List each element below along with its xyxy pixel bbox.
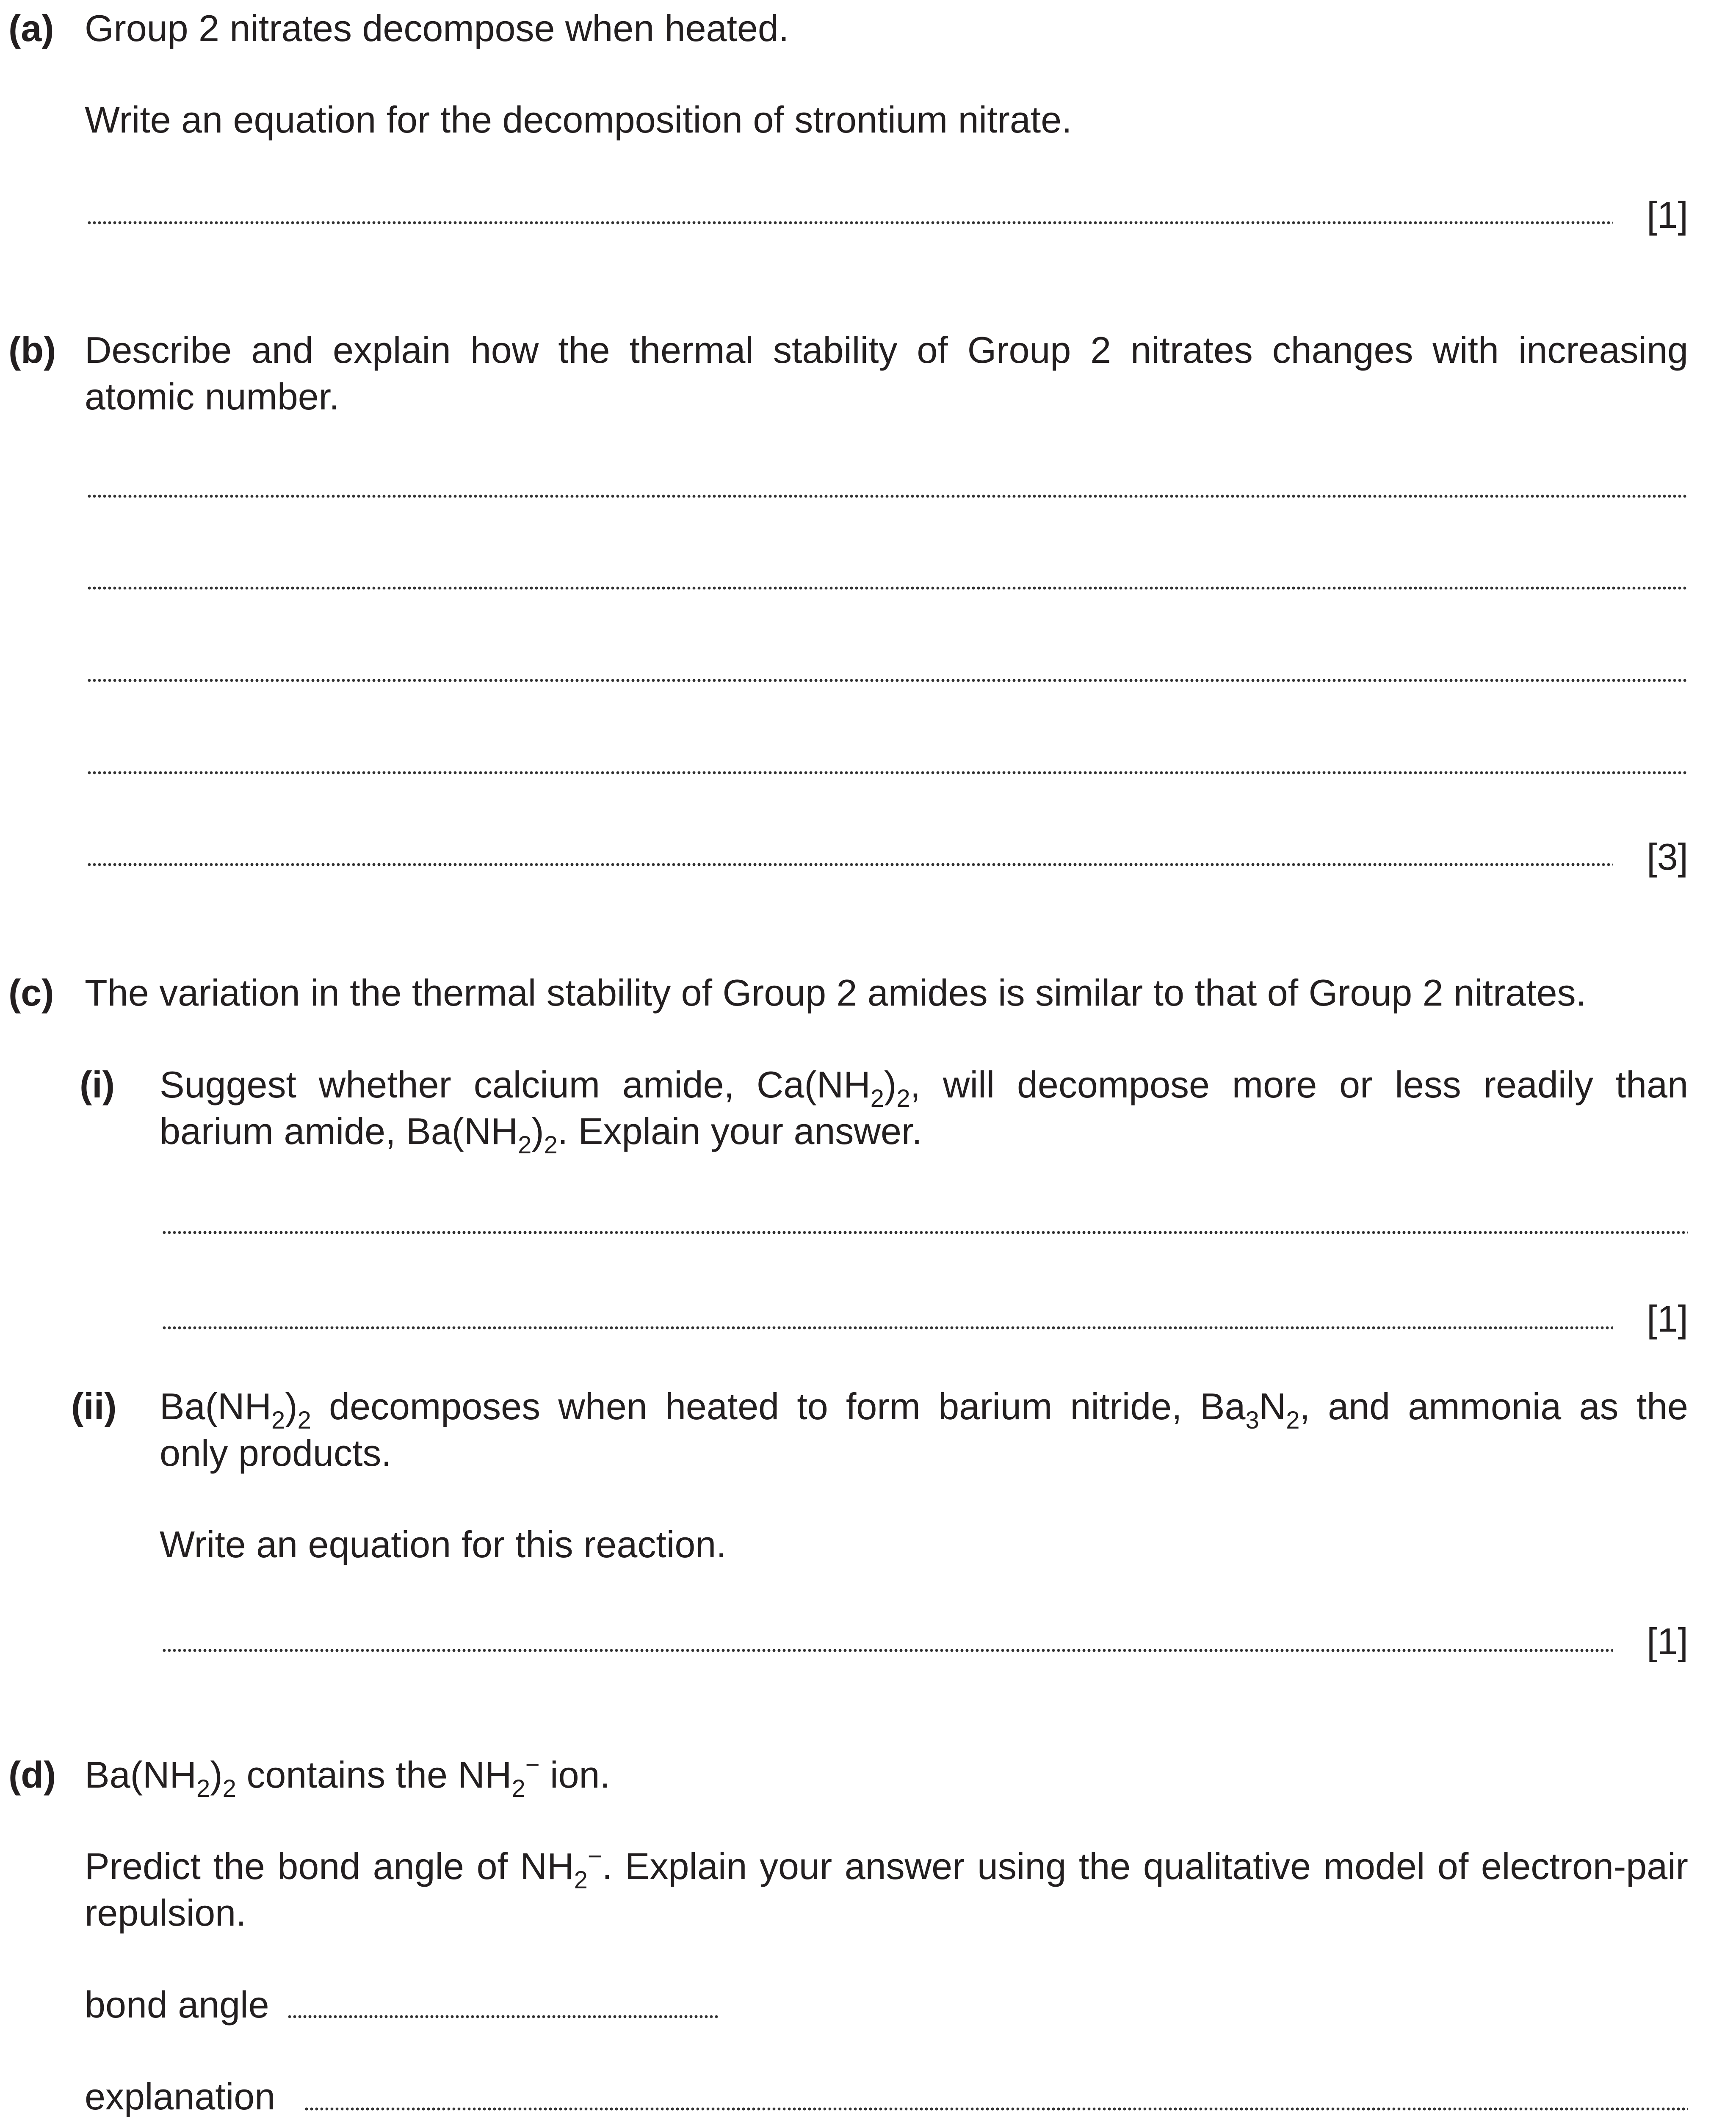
part-c-label: (c) [8, 972, 54, 1014]
answer-line-d-1[interactable] [304, 2106, 1688, 2111]
bond-angle-label: bond angle [85, 1984, 269, 2026]
part-b-line-2: atomic number. [85, 376, 340, 417]
part-c-ii-task: Write an equation for this reaction. [160, 1523, 727, 1565]
explanation-label: explanation [85, 2076, 276, 2117]
part-d-line-2: repulsion. [85, 1892, 246, 1934]
answer-line-c-i-1[interactable] [162, 1230, 1688, 1235]
part-c-i-label: (i) [80, 1064, 115, 1105]
part-d-label: (d) [8, 1754, 56, 1796]
part-c-ii-line-1: $Ba(NH_2)_2$ decomposes when heated to form barium nitride, $Ba_3N_2$, and ammonia as the [160, 1385, 1688, 1434]
answer-line-c-i-2[interactable] [162, 1325, 1613, 1330]
answer-line-b-1[interactable] [87, 494, 1688, 499]
answer-line-a[interactable] [87, 220, 1613, 225]
part-d-question [85, 1843, 1688, 1936]
answer-line-c-ii[interactable] [162, 1648, 1613, 1653]
part-d-line-1: Predict the bond angle of $NH_2^-$. Explain your answer using the qualitative model of electron-pair [85, 1843, 1688, 1894]
bond-angle-answer-line[interactable] [287, 2014, 720, 2019]
part-a-mark: [1] [1647, 194, 1688, 236]
part-c-ii-label: (ii) [71, 1385, 117, 1427]
part-c-ii-line-2: only products. [160, 1432, 392, 1474]
part-a-label: (a) [8, 7, 54, 49]
part-b-mark: [3] [1647, 836, 1688, 878]
part-d-stem: $Ba(NH_2)_2$ contains the $NH_2^-$ ion. [85, 1751, 610, 1802]
part-b-line-1: Describe and explain how the thermal stability of Group 2 nitrates changes with increasing [85, 329, 1688, 371]
part-c-i-mark: [1] [1647, 1298, 1688, 1340]
part-c-ii-mark: [1] [1647, 1620, 1688, 1662]
part-c-i-line-2: barium amide, $Ba(NH_2)_2$. Explain your answer. [160, 1110, 922, 1159]
answer-line-b-2[interactable] [87, 586, 1688, 591]
part-c-ii-question [160, 1383, 1688, 1476]
part-a-stem: Group 2 nitrates decompose when heated. [85, 7, 789, 49]
part-c-i-question [160, 1061, 1689, 1159]
part-a-task: Write an equation for the decomposition of strontium nitrate. [85, 99, 1072, 141]
part-c-stem: The variation in the thermal stability of Group 2 amides is similar to that of Group 2 nitrates. [85, 972, 1587, 1014]
part-b-label: (b) [8, 329, 56, 371]
part-c-i-line-1: Suggest whether calcium amide, $Ca(NH_2)_2$, will decompose more or less readily than [160, 1064, 1689, 1112]
answer-line-b-3[interactable] [87, 678, 1688, 683]
answer-line-b-4[interactable] [87, 770, 1688, 775]
part-b-question [85, 327, 1688, 420]
answer-line-b-5[interactable] [87, 862, 1613, 867]
